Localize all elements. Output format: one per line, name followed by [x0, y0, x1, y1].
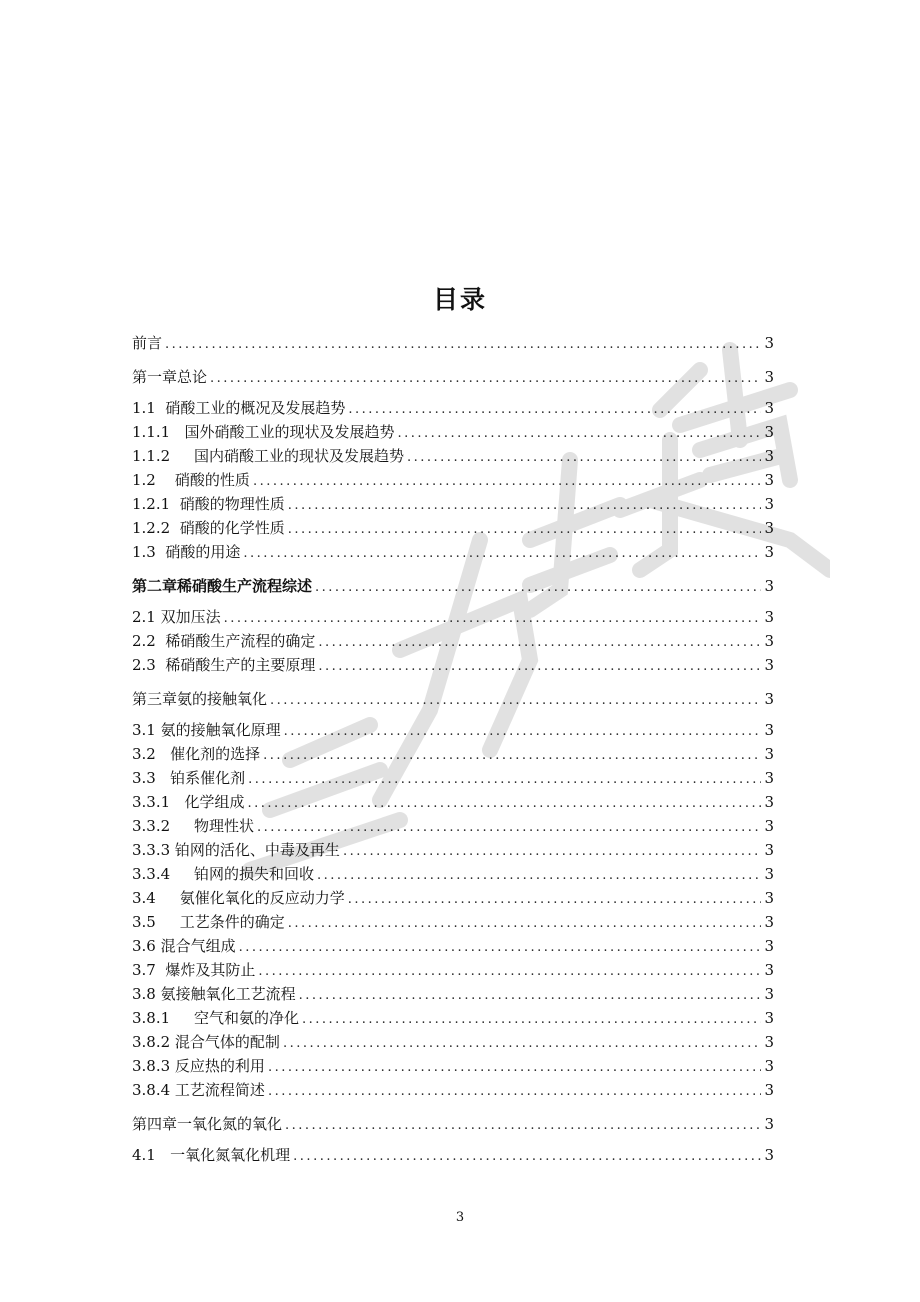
toc-entry-page: 3: [764, 1033, 774, 1051]
toc-entry[interactable]: [132, 331, 774, 355]
dot-leader: [407, 446, 761, 470]
toc-entry[interactable]: [132, 1006, 774, 1030]
toc-entry-page: 3: [764, 913, 774, 931]
toc-entry-page: 3: [764, 793, 774, 811]
dot-leader: [315, 576, 761, 600]
toc-entry-label: 3.8.2 混合气体的配制: [132, 1033, 280, 1051]
toc-entry-page: 3: [764, 447, 774, 465]
dot-leader: [239, 936, 762, 960]
dot-leader: [263, 744, 761, 768]
toc-entry-page: 3: [764, 423, 774, 441]
page-number: 3: [455, 1210, 465, 1225]
toc-entry-page: 3: [764, 608, 774, 626]
toc-entry-page: 3: [764, 1081, 774, 1099]
toc-entry-page: 3: [764, 519, 774, 537]
dot-leader: [318, 631, 761, 655]
toc-entry-label: 3.7 爆炸及其防止: [132, 961, 256, 979]
dot-leader: [348, 888, 762, 912]
dot-leader: [288, 494, 762, 518]
toc-entry[interactable]: [132, 958, 774, 982]
toc-entry-page: 3: [764, 334, 774, 352]
dot-leader: [268, 1056, 762, 1080]
dot-leader: [247, 792, 761, 816]
toc-entry-page: 3: [764, 690, 774, 708]
toc-entry[interactable]: [132, 1030, 774, 1054]
toc-entry-label: 1.2.1 硝酸的物理性质: [132, 495, 285, 513]
toc-entry[interactable]: [132, 516, 774, 540]
toc-entry[interactable]: [132, 420, 774, 444]
dot-leader: [293, 1145, 761, 1169]
toc-entry-page: 3: [764, 1009, 774, 1027]
toc-entry-label: 3.3.1 化学组成: [132, 793, 245, 811]
toc-entry[interactable]: [132, 1078, 774, 1102]
toc-entry[interactable]: [132, 838, 774, 862]
toc-entry-page: 3: [764, 399, 774, 417]
toc-entry[interactable]: [132, 605, 774, 629]
toc-entry[interactable]: [132, 574, 774, 598]
toc-entry-label: 1.1 硝酸工业的概况及发展趋势: [132, 399, 346, 417]
toc-entry[interactable]: [132, 540, 774, 564]
dot-leader: [270, 689, 761, 713]
toc-entry-page: 3: [764, 495, 774, 513]
dot-leader: [243, 542, 761, 566]
dot-leader: [210, 367, 761, 391]
toc-entry[interactable]: [132, 886, 774, 910]
toc-entry-label: 3.8.3 反应热的利用: [132, 1057, 265, 1075]
toc-entry[interactable]: [132, 396, 774, 420]
toc-entry-page: 3: [764, 889, 774, 907]
toc-entry[interactable]: [132, 687, 774, 711]
toc-entry-label: 3.6 混合气组成: [132, 937, 236, 955]
toc-entry-label: 前言: [132, 334, 163, 352]
dot-leader: [224, 607, 762, 631]
toc-entry-page: 3: [764, 632, 774, 650]
toc-entry[interactable]: [132, 444, 774, 468]
toc-entry-label: 1.2.2 硝酸的化学性质: [132, 519, 285, 537]
toc-entry-label: 3.3 铂系催化剂: [132, 769, 246, 787]
toc-entry-label: 第二章稀硝酸生产流程综述: [132, 577, 313, 595]
toc-entry-label: 2.3 稀硝酸生产的主要原理: [132, 656, 316, 674]
toc-entry-page: 3: [764, 721, 774, 739]
dot-leader: [284, 720, 762, 744]
toc-entry[interactable]: [132, 1112, 774, 1136]
dot-leader: [258, 960, 761, 984]
toc-entry-page: 3: [764, 961, 774, 979]
toc-entry[interactable]: [132, 468, 774, 492]
toc-entry[interactable]: [132, 1054, 774, 1078]
dot-leader: [288, 518, 762, 542]
dot-leader: [257, 816, 761, 840]
toc-entry-label: 3.3.2 物理性状: [132, 817, 255, 835]
dot-leader: [343, 840, 762, 864]
toc-entry-label: 3.8 氨接触氧化工艺流程: [132, 985, 296, 1003]
toc-entry-label: 1.2 硝酸的性质: [132, 471, 250, 489]
toc-entry-label: 3.8.4 工艺流程简述: [132, 1081, 265, 1099]
toc-entry[interactable]: [132, 814, 774, 838]
dot-leader: [283, 1032, 762, 1056]
toc-entry-label: 4.1 一氧化氮氧化机理: [132, 1146, 291, 1164]
toc-entry-page: 3: [764, 656, 774, 674]
toc-entry-page: 3: [764, 1146, 774, 1164]
toc-entry-page: 3: [764, 841, 774, 859]
toc-entry-label: 3.4 氨催化氧化的反应动力学: [132, 889, 345, 907]
dot-leader: [318, 655, 761, 679]
toc-entry-label: 第三章氨的接触氧化: [132, 690, 268, 708]
toc-entry[interactable]: [132, 653, 774, 677]
toc-entry-label: 3.5 工艺条件的确定: [132, 913, 285, 931]
toc-entry-page: 3: [764, 985, 774, 1003]
toc-entry[interactable]: [132, 766, 774, 790]
dot-leader: [253, 470, 762, 494]
toc-entry-label: 3.3.3 铂网的活化、中毒及再生: [132, 841, 340, 859]
dot-leader: [268, 1080, 762, 1104]
toc-entry-label: 3.3.4 铂网的损失和回收: [132, 865, 315, 883]
toc-entry-label: 3.2 催化剂的选择: [132, 745, 261, 763]
toc-entry-label: 2.1 双加压法: [132, 608, 221, 626]
toc-entry[interactable]: [132, 934, 774, 958]
toc-entry-page: 3: [764, 368, 774, 386]
dot-leader: [299, 984, 762, 1008]
toc-entry-page: 3: [764, 1115, 774, 1133]
toc-entry[interactable]: [132, 718, 774, 742]
table-of-contents: [132, 331, 774, 1167]
toc-entry-label: 2.2 稀硝酸生产流程的确定: [132, 632, 316, 650]
toc-entry-label: 1.3 硝酸的用途: [132, 543, 241, 561]
toc-entry-page: 3: [764, 865, 774, 883]
dot-leader: [302, 1008, 761, 1032]
dot-leader: [348, 398, 761, 422]
toc-entry[interactable]: [132, 862, 774, 886]
toc-entry[interactable]: [132, 1143, 774, 1167]
toc-entry-page: 3: [764, 769, 774, 787]
dot-leader: [165, 333, 761, 357]
toc-entry-page: 3: [764, 817, 774, 835]
toc-entry-page: 3: [764, 937, 774, 955]
toc-entry-page: 3: [764, 577, 774, 595]
toc-title: 目录: [432, 285, 487, 314]
dot-leader: [397, 422, 761, 446]
toc-entry-label: 第四章一氧化氮的氧化: [132, 1115, 283, 1133]
toc-entry[interactable]: [132, 910, 774, 934]
toc-entry[interactable]: [132, 742, 774, 766]
toc-entry-label: 3.8.1 空气和氨的净化: [132, 1009, 300, 1027]
toc-entry-label: 第一章总论: [132, 368, 208, 386]
toc-entry-label: 1.1.2 国内硝酸工业的现状及发展趋势: [132, 447, 405, 465]
dot-leader: [317, 864, 761, 888]
toc-entry-page: 3: [764, 1057, 774, 1075]
toc-entry-label: 3.1 氨的接触氧化原理: [132, 721, 281, 739]
toc-entry[interactable]: [132, 365, 774, 389]
toc-entry[interactable]: [132, 790, 774, 814]
toc-entry[interactable]: [132, 492, 774, 516]
toc-entry[interactable]: [132, 982, 774, 1006]
dot-leader: [288, 912, 762, 936]
toc-entry-page: 3: [764, 543, 774, 561]
toc-entry[interactable]: [132, 629, 774, 653]
dot-leader: [248, 768, 761, 792]
toc-entry-page: 3: [764, 745, 774, 763]
toc-entry-page: 3: [764, 471, 774, 489]
dot-leader: [285, 1114, 761, 1138]
toc-entry-label: 1.1.1 国外硝酸工业的现状及发展趋势: [132, 423, 395, 441]
